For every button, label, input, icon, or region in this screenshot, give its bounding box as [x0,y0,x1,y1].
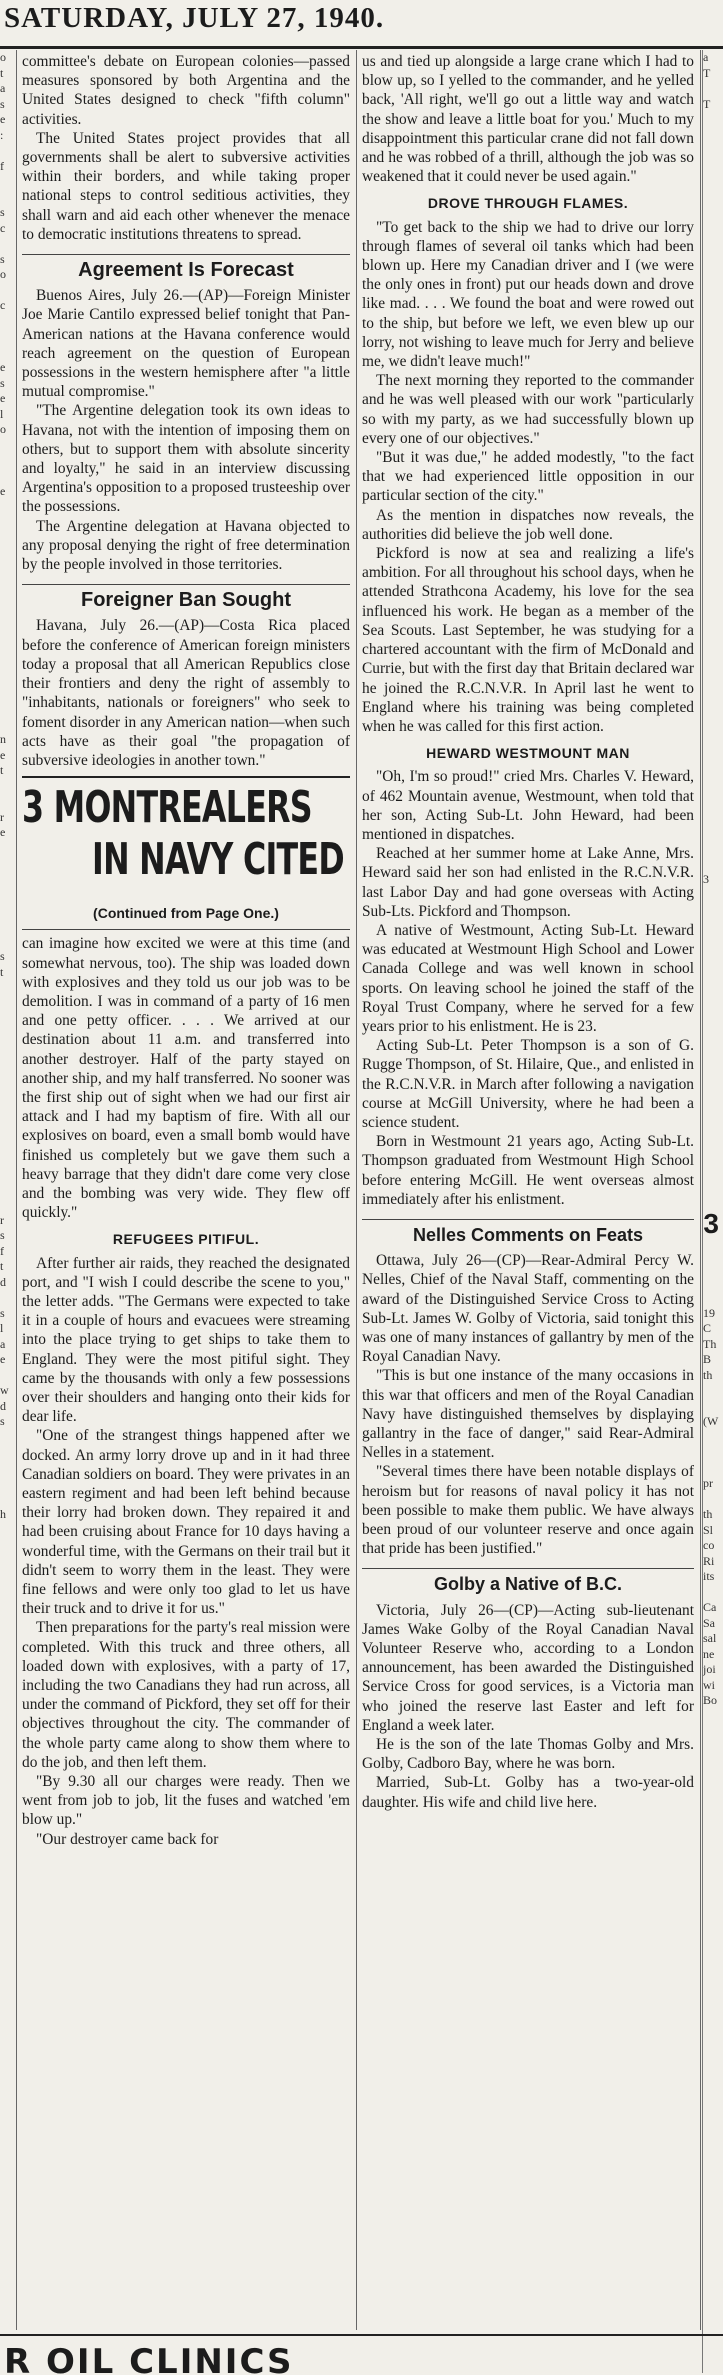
edge-fragment: a [703,50,709,64]
headline-foreigner-ban: Foreigner Ban Sought [22,584,350,610]
edge-fragment: s [0,96,5,111]
edge-fragment: its [703,1569,715,1583]
edge-fragment [0,438,13,454]
edge-fragment [703,314,723,330]
edge-fragment: ne [703,1646,715,1661]
edge-fragment [0,1042,13,1058]
paragraph: "By 9.30 all our charges were ready. Then we went from job to job, lit the fuses and watched 'em blow up." [22,1773,350,1829]
edge-fragment: a [0,1336,6,1351]
edge-fragment [0,1600,13,1616]
edge-fragment: Bo [703,1693,718,1707]
edge-fragment [0,1554,13,1570]
continued-note: (Continued from Page One.) [22,900,350,930]
edge-fragment [0,1368,13,1384]
edge-fragment [0,1569,13,1585]
edge-fragment: c [0,298,6,312]
edge-fragment [0,515,13,531]
edge-fragment [703,577,723,593]
edge-fragment [0,1120,13,1136]
edge-fragment [703,391,723,407]
edge-fragment [703,221,723,237]
edge-fragment [0,1631,13,1647]
edge-fragment [703,748,723,764]
edge-fragment [703,655,723,671]
edge-fragment [0,1027,13,1043]
edge-fragment [0,1445,13,1461]
edge-fragment: e [0,360,6,374]
edge-fragment [703,1042,723,1058]
edge-fragment [0,1089,13,1105]
edge-fragment [703,1445,723,1461]
edge-fragment: n [0,732,6,746]
edge-fragment: sal [703,1631,717,1645]
edge-fragment: h [0,1507,6,1521]
edge-fragment: t [0,65,4,80]
edge-fragment [703,407,723,423]
paragraph: He is the son of the late Thomas Golby and Mrs. Golby, Cadboro Bay, where he was born. [362,1736,694,1773]
edge-fragment [703,732,723,748]
edge-fragment [703,779,723,795]
edge-fragment [703,1492,723,1508]
edge-fragment: e [0,747,6,762]
edge-fragment [703,422,723,438]
edge-fragment [703,453,723,469]
edge-fragment [0,1430,13,1446]
edge-fragment [703,562,723,578]
edge-fragment [0,453,13,469]
edge-fragment [703,934,723,950]
edge-fragment: t [0,763,4,777]
edge-fragment [703,794,723,810]
paragraph: Victoria, July 26—(CP)—Acting sub-lieutenant James Wake Golby of the Royal Canadian Naval Volunteer Reserve who, according to a London announcement, has been awarded the Distinguished Service Cross for good services, is a Victoria man who joined the reserve last Easter and left for England a week later. [362,1601,694,1734]
paragraph: As the mention in dispatches now reveals, the authorities did believe the job well done. [362,506,694,543]
edge-fragment [0,794,13,810]
edge-fragment [0,1058,13,1074]
edge-fragment [703,810,723,826]
edge-fragment [703,81,723,97]
edge-fragment [0,1523,13,1539]
edge-fragment [0,314,13,330]
edge-fragment [0,841,13,857]
edge-fragment [703,360,723,376]
edge-fragment [703,531,723,547]
edge-fragment: s [0,1228,5,1242]
edge-fragment [703,1073,723,1089]
edge-fragment: f [0,1243,4,1258]
edge-fragment [0,143,13,159]
paragraph: Buenos Aires, July 26.—(AP)—Foreign Minister Joe Marie Cantilo expressed belief tonight that Pan-American nations at the Havana conference would reach agreement on the question of European possessions in the western hemisphere after "a little mutual compromise." [22,287,350,401]
edge-fragment: r [0,809,4,824]
edge-fragment: e [0,1352,6,1366]
edge-fragment [703,515,723,531]
edge-fragment [0,1011,13,1027]
edge-fragment [703,205,723,221]
edge-fragment: C [703,1321,712,1335]
edge-fragment [703,918,723,934]
edge-fragment: 3 [703,871,709,886]
edge-fragment [0,1662,13,1678]
edge-fragment: d [0,1398,6,1413]
edge-fragment [0,701,13,717]
edge-fragment [0,577,13,593]
banner-line-1: 3 MONTREALERS [22,782,312,834]
edge-fragment [0,1709,13,1725]
edge-fragment [703,469,723,485]
paragraph: "One of the strangest things happened after we docked. An army lorry drove up and in it had three Canadian soldiers on board. They were privates in an eastern regiment and had been left behind because their lorry had broken down. They repaired it and had been cruising about France for 10 days having a wonderful time, with the Germans on their trail but it didn't seem to worry them in the least. They were fine fellows and were only too glad to let us have their truck and to drive it for us." [22,1427,350,1618]
edge-fragment: s [0,1305,5,1320]
edge-fragment [703,686,723,702]
edge-fragment [0,717,13,733]
masthead [0,0,723,49]
edge-fragment [703,1461,723,1477]
edge-fragment [703,1585,723,1601]
edge-fragment [0,236,13,252]
paragraph: us and tied up alongside a large crane which I had to blow up, so I yelled to the commander, and he yelled back, 'All right, we'll go out a little way and watch the show and leave a little boat for you.' Much to my disappointment this particular crane did not fall down and he was robbed of a thrill, although the job was so weakened that it could never be used again." [362,53,694,186]
edge-fragment: r [0,1212,4,1227]
edge-fragment [0,1538,13,1554]
edge-fragment [0,1135,13,1151]
edge-fragment [0,531,13,547]
paragraph: Then preparations for the party's real mission were completed. With this truck and three others, all loaded down with explosives, with a party of 17, including the two Canadians they had run across, all under the command of Pickford, they set off for their objectives throughout the city. The commander of the whole party came along to show them where to do the job, and then left them. [22,1619,350,1771]
edge-fragment [703,949,723,965]
paragraph: Pickford is now at sea and realizing a life's ambition. For all throughout his school days, when he attended Strathcona Academy, his love for the sea influenced his work. He began as a member of the Sea Scouts. Last September, he was studying for a chartered accountant with the firm of McDonald and Currie, but with the first day that Britain declared war he joined the R.C.N.V.R. In April last he went to England where his training was being completed when he was called for this first action. [362,545,694,735]
edge-fragment [703,1027,723,1043]
edge-fragment [0,1693,13,1709]
edge-fragment [0,1724,13,1740]
edge-fragment [703,1290,723,1306]
edge-fragment: o [0,422,6,436]
headline-agreement: Agreement Is Forecast [22,254,350,280]
edge-fragment [703,825,723,841]
edge-fragment: (W [703,1414,719,1428]
edge-fragment [0,329,13,345]
edge-fragment [0,887,13,903]
edge-fragment [0,1197,13,1213]
edge-fragment: f [0,158,4,173]
edge-fragment: l [0,406,4,421]
edge-fragment [703,701,723,717]
edge-fragment [0,655,13,671]
paragraph: can imagine how excited we were at this time (and somewhat nervous, too). The ship was loaded down with explosives and they told us our job was to be demolition. I was in command of a party of 16 men and one petty officer. . . . We arrived at our destination about 11 a.m. and transferred into another destroyer. Half of the party stayed on another ship, and my half transferred. No sooner was the first ship out of sight when we had our first air attack and I had my baptism of fire. With all our explosives on board, even a small bomb would have finished us completely but we gave them such a heavy barrage that they didn't dare come very close and the bombing was very wide. They flew off quickly." [22,935,350,1222]
edge-fragment: : [0,127,4,142]
edge-fragment: Sl [703,1522,714,1537]
edge-fragment [0,1678,13,1694]
edge-fragment [703,1011,723,1027]
edge-fragment: d [0,1274,6,1289]
edge-fragment [703,298,723,314]
right-edge-numeral: 3 [703,1208,719,1239]
edge-fragment [0,1476,13,1492]
edge-fragment [703,1135,723,1151]
edge-fragment [703,546,723,562]
paragraph: After further air raids, they reached the designated port, and "I wish I could describe the scene to you," the letter adds. "The Germans were expected to take it in a couple of hours and evacuees were streaming into the place trying to get ships to take them to England. They were the most pitiful sight. They came by the thousands with only a few possessions over their shoulders and hanging onto their kids for dear life. [22,1254,350,1426]
edge-fragment: s [0,1414,5,1428]
edge-fragment: s [0,375,5,390]
banner-line-2: IN NAVY CITED [92,834,344,886]
column-rule [16,50,17,2330]
edge-fragment [703,856,723,872]
paragraph: Married, Sub-Lt. Golby has a two-year-old daughter. His wife and child live here. [362,1774,694,1811]
edge-fragment [0,500,13,516]
page-date: SATURDAY, JULY 27, 1940. [4,2,385,34]
edge-fragment: t [0,1259,4,1273]
edge-fragment [703,639,723,655]
edge-fragment [703,1182,723,1198]
edge-fragment [703,484,723,500]
banner-headline [22,776,350,900]
bottom-advertisement [0,2334,723,2375]
edge-fragment [703,1166,723,1182]
edge-fragment: wi [703,1677,715,1692]
edge-fragment [0,546,13,562]
paragraph: "Oh, I'm so proud!" cried Mrs. Charles V. Heward, of 462 Mountain avenue, Westmount, when told that her son, Acting Sub-Lt. John Heward, had been mentioned in dispatches. [362,768,694,843]
paragraph: The Argentine delegation at Havana objected to any proposal denying the right of free determination by the people involved in those territories. [22,517,350,574]
edge-fragment [0,1151,13,1167]
edge-fragment: Th [703,1336,717,1351]
edge-fragment [0,856,13,872]
edge-fragment [703,376,723,392]
paragraph: "To get back to the ship we had to drive our lorry through flames of several oil tanks which had been blown up. Here my Canadian driver and I (we were the only ones in front) put our heads down and drove like mad. . . . We found the boat and were rowed out to the ship, but before we left, we even blew up our lorry, not wishing to leave much for Jerry and believe me, we didn't leave much!" [362,218,694,371]
paragraph: The next morning they reported to the commander and he was well pleased with our work "particularly so with my party, as we had successfully blown up every one of our objectives." [362,372,694,447]
paragraph: A native of Westmount, Acting Sub-Lt. Heward was educated at Westmount High School and Lower Canada College and was well known in school sports. On leaving school he joined the staff of the Royal Trust Company, where he served for a few years prior to his enlistment. He is 23. [362,921,694,1035]
article-column-right [362,52,694,2330]
edge-fragment [703,996,723,1012]
edge-fragment [703,980,723,996]
edge-fragment [703,128,723,144]
edge-fragment [703,670,723,686]
edge-fragment [0,624,13,640]
headline-nelles: Nelles Comments on Feats [362,1219,694,1245]
paragraph: The United States project provides that all governments shall be alert to subversive activities within their borders, and while taking proper national steps to control seditious activities, they shall warn and aid each other whenever the menace to democratic institutions threatens to spread. [22,129,350,243]
paragraph: "But it was due," he added modestly, "to the fact that we had experienced little opposition in our particular section of the city." [362,449,694,505]
edge-fragment: e [0,484,6,498]
edge-fragment: Sa [703,1615,715,1630]
edge-fragment [703,624,723,640]
edge-fragment [0,918,13,934]
edge-fragment [703,112,723,128]
edge-fragment [0,670,13,686]
edge-fragment [0,593,13,609]
edge-fragment [0,1616,13,1632]
paragraph: "Our destroyer came back for [36,1830,219,1848]
edge-fragment [703,608,723,624]
edge-fragment [703,1058,723,1074]
edge-fragment: l [0,1321,4,1335]
edge-fragment [0,779,13,795]
edge-fragment [703,174,723,190]
edge-fragment: th [703,1367,713,1382]
edge-fragment [703,1259,723,1275]
edge-fragment [0,980,13,996]
headline-golby: Golby a Native of B.C. [362,1568,694,1594]
edge-fragment: e [0,825,6,839]
edge-fragment [0,562,13,578]
edge-fragment: th [703,1507,713,1521]
edge-fragment [703,593,723,609]
edge-fragment [703,329,723,345]
edge-fragment [703,887,723,903]
edge-fragment [703,283,723,299]
edge-fragment: s [0,949,5,963]
edge-fragment [0,903,13,919]
edge-fragment [703,903,723,919]
edge-fragment [703,1120,723,1136]
edge-fragment: w [0,1383,9,1397]
edge-fragment [703,965,723,981]
edge-fragment: o [0,50,6,64]
paragraph: "Several times there have been notable displays of heroism but for reasons of naval policy it has not been possible to make them public. We have always been proud of our volunteer reserve and once again that pride has been justified." [362,1463,694,1558]
edge-fragment [703,438,723,454]
paragraph: "The Argentine delegation took its own ideas to Havana, not with the intention of imposing them on others, but to support them with absolute sincerity and loyalty," he said in an interview discussing Argentina's opposition to a proposed trusteeship over the possessions. [22,402,350,516]
edge-fragment [0,1492,13,1508]
edge-fragment [0,174,13,190]
edge-fragment [703,252,723,268]
column-rule [700,50,701,2330]
edge-fragment [0,934,13,950]
paragraph: "This is but one instance of the many occasions in this war that officers and men of the Royal Canadian Navy have distinguished themselves by displaying gallantry in the face of danger," said Rear-Admiral Nelles in a statement. [362,1367,694,1462]
edge-fragment [0,1290,13,1306]
edge-fragment [703,1383,723,1399]
paragraph: committee's debate on European colonies—passed measures sponsored by both Argentina and the United States designed to check "fifth column" activities. [22,53,350,128]
edge-fragment: co [703,1538,715,1552]
edge-fragment [703,1151,723,1167]
edge-fragment: T [703,65,711,80]
edge-fragment [703,143,723,159]
edge-fragment [0,1166,13,1182]
edge-fragment [0,345,13,361]
edge-fragment [703,1275,723,1291]
edge-fragment [0,639,13,655]
edge-fragment [703,717,723,733]
edge-fragment: 19 [703,1305,715,1320]
edge-fragment: o [0,267,6,281]
edge-fragment [0,1585,13,1601]
edge-fragment [703,500,723,516]
edge-fragment [703,1104,723,1120]
edge-fragment: joi [703,1662,716,1676]
edge-fragment [0,872,13,888]
edge-fragment [0,1073,13,1089]
edge-fragment [703,159,723,175]
edge-fragment [703,1089,723,1105]
edge-fragment [703,1244,723,1260]
article-column-left [22,52,350,2330]
subhead-refugees: REFUGEES PITIFUL. [112,1231,260,1248]
edge-fragment [703,763,723,779]
edge-fragment: e [0,391,6,405]
edge-fragment [0,190,13,206]
edge-fragment: c [0,220,6,235]
edge-fragment [703,1430,723,1446]
edge-fragment: a [0,81,6,95]
edge-fragment: pr [703,1476,713,1490]
left-column-fragment [0,50,13,2373]
paragraph: Reached at her summer home at Lake Anne, Mrs. Heward said her son had enlisted in the R.C.N.V.R. last Labor Day and had gone overseas with Acting Sub-Lts. Pickford and Thompson. [362,845,694,920]
edge-fragment [703,345,723,361]
paragraph: Havana, July 26.—(AP)—Costa Rica placed before the conference of American foreign ministers today a proposal that all American Republics close their frontiers and deny the right of assembly to "inhabitants, nationals or foreigners" who seek to foment disorder in any American nation—when such acts have as their goal "the propagation of subversive ideologies in another town." [22,617,350,769]
edge-fragment: e [0,112,6,126]
edge-fragment: Ca [703,1600,717,1614]
edge-fragment [0,469,13,485]
edge-fragment: t [0,964,4,979]
edge-fragment [703,267,723,283]
subhead-heward: HEWARD WESTMOUNT MAN [426,745,630,762]
edge-fragment [703,1399,723,1415]
edge-fragment: T [703,96,711,111]
edge-fragment [703,236,723,252]
paragraph: Ottawa, July 26—(CP)—Rear-Admiral Percy W. Nelles, Chief of the Naval Staff, commenting on the award of the Distinguished Service Cross to Acting Sub-Lt. James W. Golby of Victoria, said tonight this was one of many instances of gallantry by men of the Royal Canadian Navy. [362,1252,694,1366]
edge-fragment: s [0,251,5,266]
edge-fragment: s [0,205,5,219]
edge-fragment [703,190,723,206]
paragraph: Born in Westmount 21 years ago, Acting Sub-Lt. Thompson graduated from Westmount High School before entering McGill. He went overseas almost immediately after his enlistment. [362,1133,694,1208]
column-rule [356,50,357,2330]
edge-fragment [0,686,13,702]
edge-fragment [0,283,13,299]
edge-fragment: Ri [703,1553,715,1568]
edge-fragment [0,996,13,1012]
edge-fragment [0,1647,13,1663]
advertisement-headline: R OIL CLINICS [4,2342,294,2375]
edge-fragment [0,1104,13,1120]
edge-fragment [0,1461,13,1477]
edge-fragment [703,841,723,857]
subhead-drove-through-flames: DROVE THROUGH FLAMES. [427,195,629,212]
edge-fragment: B [703,1352,712,1366]
edge-fragment [0,1182,13,1198]
paragraph: Acting Sub-Lt. Peter Thompson is a son of G. Rugge Thompson, of St. Hilaire, Que., and enlisted in the R.C.N.V.R. in March after following a navigation course at McGill University, where he had been a science student. [362,1037,694,1131]
edge-fragment [0,608,13,624]
